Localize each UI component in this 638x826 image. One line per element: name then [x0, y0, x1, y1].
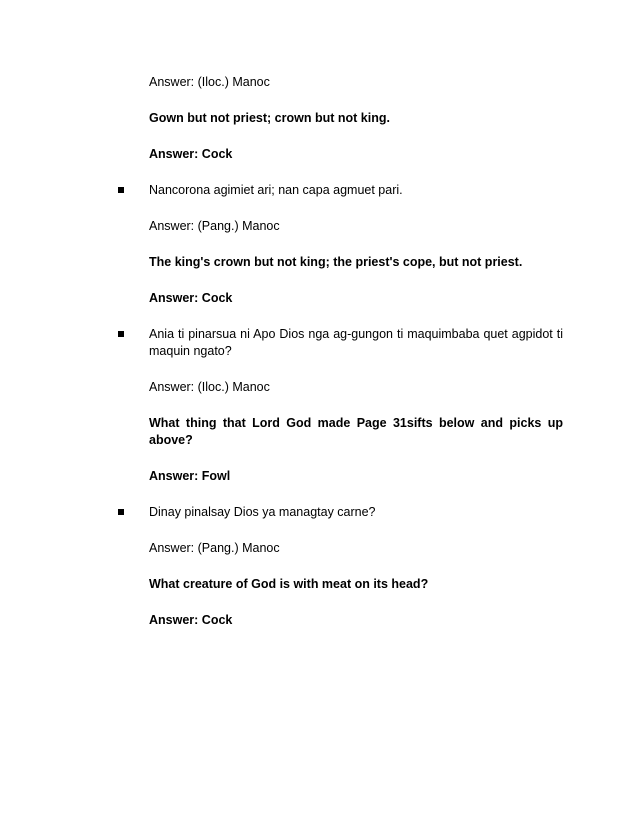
answer-line: Answer: Fowl — [149, 469, 231, 483]
answer-line: Answer: (Iloc.) Manoc — [149, 380, 270, 394]
translation-line: What thing that Lord God made Page 31sifts below and picks up above? — [149, 416, 563, 447]
answer-line: Answer: Cock — [149, 291, 233, 305]
translation-line: Gown but not priest; crown but not king. — [149, 111, 390, 125]
answer-line: Answer: Cock — [149, 613, 233, 627]
answer-line: Answer: (Iloc.) Manoc — [149, 75, 270, 89]
square-bullet-icon — [118, 331, 124, 337]
square-bullet-icon — [118, 187, 124, 193]
bullet-riddle: Ania ti pinarsua ni Apo Dios nga ag-gungon ti maquimbaba quet agpidot ti maquin ngato? — [149, 326, 563, 360]
document-body — [149, 74, 563, 648]
bullet-riddle: Nancorona agimiet ari; nan capa agmuet pari. — [149, 182, 563, 199]
answer-line: Answer: (Pang.) Manoc — [149, 541, 280, 555]
answer-line: Answer: Cock — [149, 147, 233, 161]
answer-line: Answer: (Pang.) Manoc — [149, 219, 280, 233]
square-bullet-icon — [118, 509, 124, 515]
translation-line: The king's crown but not king; the priest's cope, but not priest. — [149, 255, 523, 269]
translation-line: What creature of God is with meat on its head? — [149, 577, 429, 591]
bullet-riddle: Dinay pinalsay Dios ya managtay carne? — [149, 504, 563, 521]
